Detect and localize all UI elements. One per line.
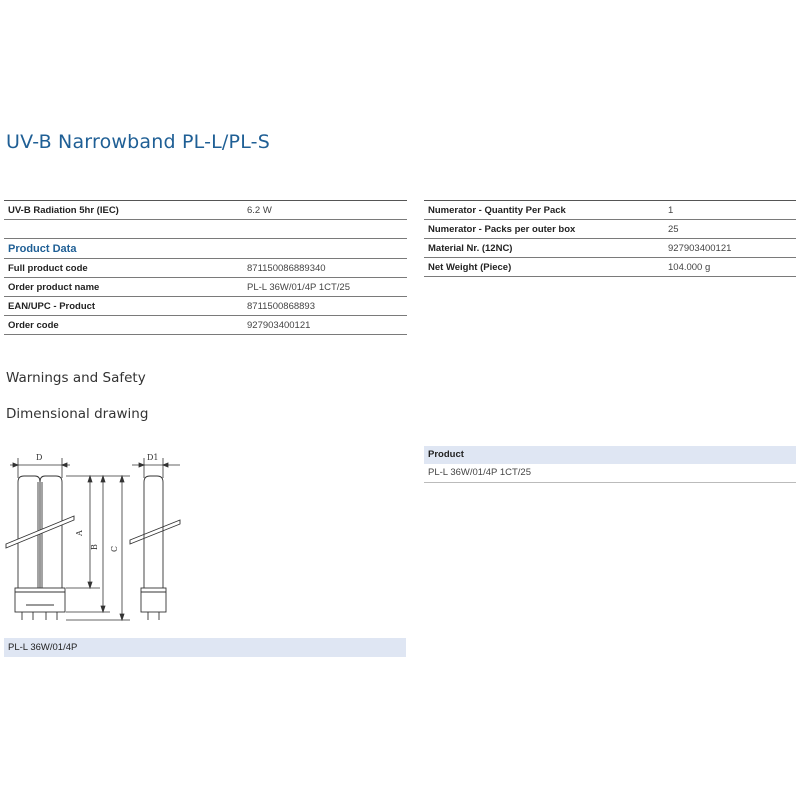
b-label: B xyxy=(90,544,99,550)
product-box xyxy=(424,446,796,483)
product-header: Product xyxy=(424,446,796,464)
table-row xyxy=(4,316,407,335)
row-label: Numerator - Quantity Per Pack xyxy=(424,201,664,220)
row-label: Material Nr. (12NC) xyxy=(424,239,664,258)
lamp-front-view xyxy=(15,476,65,620)
d-label: D xyxy=(36,453,43,462)
product-value: PL-L 36W/01/4P 1CT/25 xyxy=(424,464,796,483)
a-label: A xyxy=(75,530,84,536)
section-header xyxy=(4,239,407,259)
row-value: 927903400121 xyxy=(664,239,796,258)
drawing-heading: Dimensional drawing xyxy=(6,406,149,422)
table-row xyxy=(424,220,796,239)
table-row xyxy=(4,259,407,278)
drawing-caption: PL-L 36W/01/4P xyxy=(4,638,406,657)
row-value: 1 xyxy=(664,201,796,220)
page-title: UV-B Narrowband PL-L/PL-S xyxy=(6,131,270,153)
row-value: 6.2 W xyxy=(243,201,407,220)
section-title: Product Data xyxy=(4,239,407,259)
row-value: 871150086889340 xyxy=(243,259,407,278)
table-row xyxy=(4,220,407,239)
table-row xyxy=(4,278,407,297)
row-value: 8711500868893 xyxy=(243,297,407,316)
row-label: Order product name xyxy=(4,278,243,297)
product-data-table xyxy=(4,200,407,335)
row-value: 927903400121 xyxy=(243,316,407,335)
row-label: Numerator - Packs per outer box xyxy=(424,220,664,239)
row-value: PL-L 36W/01/4P 1CT/25 xyxy=(243,278,407,297)
row-label: UV-B Radiation 5hr (IEC) xyxy=(4,201,243,220)
row-value: 25 xyxy=(664,220,796,239)
lamp-side-view xyxy=(141,476,166,620)
table-row xyxy=(4,297,407,316)
table-row xyxy=(424,258,796,277)
row-label: Order code xyxy=(4,316,243,335)
row-value: 104.000 g xyxy=(664,258,796,277)
row-label: Net Weight (Piece) xyxy=(424,258,664,277)
packaging-table xyxy=(424,200,796,277)
table-row xyxy=(424,201,796,220)
table-row xyxy=(4,201,407,220)
c-label: C xyxy=(110,545,119,552)
row-label: Full product code xyxy=(4,259,243,278)
dimensional-drawing xyxy=(0,440,200,640)
warnings-heading: Warnings and Safety xyxy=(6,370,146,386)
table-row xyxy=(424,239,796,258)
d1-label: D1 xyxy=(147,453,159,462)
row-label: EAN/UPC - Product xyxy=(4,297,243,316)
